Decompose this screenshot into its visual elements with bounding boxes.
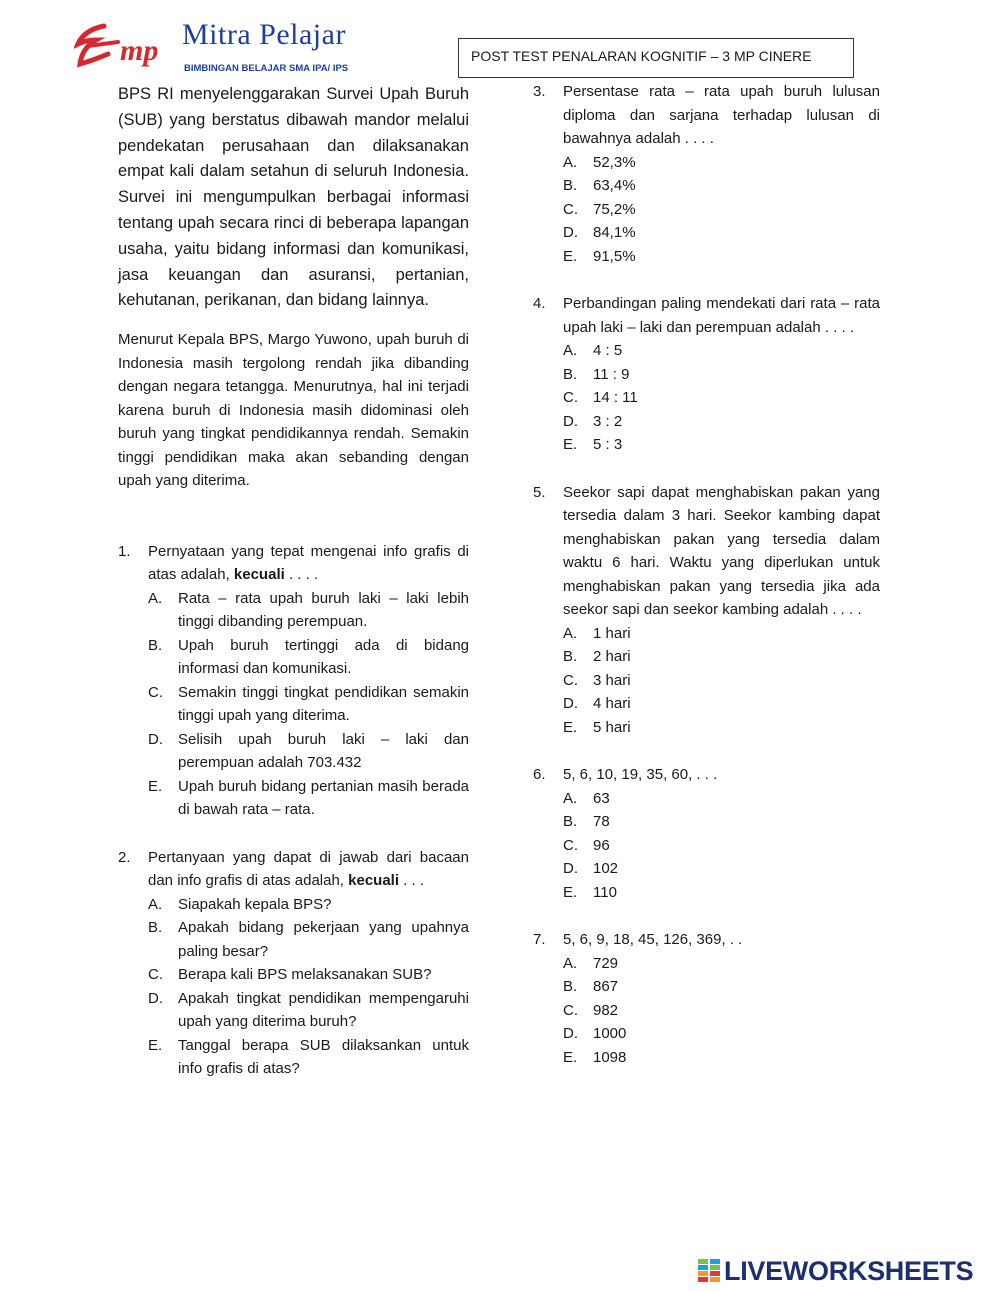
option-letter: C.	[563, 200, 578, 218]
option-a[interactable]	[563, 339, 880, 363]
brand-logo	[74, 18, 349, 80]
option-letter: E.	[563, 883, 578, 901]
question-number: 6.	[533, 766, 546, 783]
option-b[interactable]	[148, 916, 469, 963]
option-a[interactable]	[148, 587, 469, 634]
option-text: 1000	[593, 1025, 627, 1042]
option-letter: E.	[563, 718, 578, 736]
option-letter: D.	[563, 860, 578, 877]
question-text: Seekor sapi dapat menghabiskan pakan yang tersedia dalam 3 hari. Seekor kambing dapat menghabiskan pakan yang tersedia dalam waktu 6 hari. Waktu yang diperlukan untuk menghabiskan pakan yang tersedia jika ada seekor sapi dan seekor kambing adalah . . . .	[563, 483, 880, 618]
option-letter: A.	[563, 153, 578, 171]
option-text: Upah buruh bidang pertanian masih berada di bawah rata – rata.	[178, 777, 469, 819]
option-d[interactable]	[563, 857, 880, 881]
option-letter: E.	[148, 777, 163, 795]
option-letter: B.	[563, 365, 578, 383]
question-emphasis: kecuali	[233, 566, 285, 584]
option-a[interactable]	[148, 893, 469, 917]
passage-paragraph-2: Menurut Kepala BPS, Margo Yuwono, upah buruh di Indonesia masih tergolong rendah jika dibanding dengan negara tetangga. Menurutnya, hal ini terjadi karena buruh di Indonesia masih didominasi oleh buruh yang tingkat pendidikannya rendah. Semakin tinggi pendidikan maka akan sebanding dengan upah yang diterima.	[118, 331, 469, 490]
option-text: 102	[593, 860, 619, 877]
option-e[interactable]	[563, 245, 880, 269]
option-c[interactable]	[148, 681, 469, 728]
options-list	[563, 787, 880, 905]
option-text: Berapa kali BPS melaksanakan SUB?	[178, 966, 432, 984]
option-letter: B.	[563, 177, 578, 194]
option-text: Semakin tinggi tingkat pendidikan semakin tinggi upah yang diterima.	[178, 683, 469, 725]
option-b[interactable]	[148, 634, 469, 681]
right-column	[533, 80, 880, 1069]
question-text: Pernyataan yang tepat mengenai info grafis di atas adalah,	[148, 542, 469, 584]
question-text: 5, 6, 10, 19, 35, 60, . . .	[563, 766, 718, 783]
option-text: Apakah bidang pekerjaan yang upahnya paling besar?	[178, 919, 469, 960]
option-c[interactable]	[148, 963, 469, 987]
mp-logo-icon	[74, 20, 180, 72]
option-letter: C.	[563, 836, 578, 854]
option-c[interactable]	[563, 999, 880, 1023]
question-text: Persentase rata – rata upah buruh lulusan diploma dan sarjana terhadap lulusan di bawahnya adalah . . . .	[563, 83, 880, 147]
options-list	[563, 952, 880, 1070]
option-text: 63,4%	[593, 177, 636, 194]
option-letter: A.	[563, 624, 578, 642]
option-letter: B.	[563, 648, 578, 665]
question-suffix: . . .	[399, 872, 425, 890]
option-text: Selisih upah buruh laki – laki dan perempuan adalah 703.432	[178, 730, 469, 772]
option-a[interactable]	[563, 952, 880, 976]
option-d[interactable]	[563, 410, 880, 434]
left-column	[118, 82, 469, 1081]
question-text: Pertanyaan yang dapat di jawab dari bacaan dan info grafis di atas adalah,	[148, 848, 469, 890]
option-b[interactable]	[563, 363, 880, 387]
option-d[interactable]	[563, 1022, 880, 1046]
option-letter: B.	[563, 978, 578, 995]
option-text: 91,5%	[593, 247, 636, 265]
test-title-box: POST TEST PENALARAN KOGNITIF – 3 MP CINERE	[458, 38, 854, 78]
options-list	[148, 587, 469, 822]
question-2	[118, 846, 469, 1081]
question-6	[533, 763, 880, 904]
option-letter: E.	[148, 1036, 163, 1054]
option-c[interactable]	[563, 198, 880, 222]
option-b[interactable]	[563, 645, 880, 669]
option-text: 982	[593, 1001, 619, 1019]
option-text: 5 hari	[593, 718, 631, 736]
option-letter: E.	[563, 247, 578, 265]
question-5	[533, 481, 880, 740]
options-list	[563, 339, 880, 457]
option-text: 52,3%	[593, 153, 636, 171]
logo-title: Mitra Pelajar	[182, 18, 346, 51]
option-text: 75,2%	[593, 200, 636, 218]
question-number: 5.	[533, 483, 546, 501]
option-d[interactable]	[563, 692, 880, 716]
option-letter: D.	[148, 989, 163, 1007]
option-text: 110	[593, 883, 617, 901]
option-text: 729	[593, 954, 619, 972]
option-letter: C.	[563, 1001, 578, 1019]
passage-paragraph-1: BPS RI menyelenggarakan Survei Upah Buruh (SUB) yang berstatus dibawah mandor melalui pendekatan perusahaan dan dilaksanakan empat kali dalam setahun di seluruh Indonesia. Survei ini mengumpulkan berbagai informasi tentang upah secara rinci di beberapa lapangan usaha, yaitu bidang informasi dan komunikasi, jasa keuangan dan asuransi, pertanian, kehutanan, perikanan, dan bidang lainnya.	[118, 85, 469, 310]
option-e[interactable]	[148, 1034, 469, 1081]
option-a[interactable]	[563, 787, 880, 811]
option-letter: B.	[563, 813, 578, 830]
option-text: 14 : 11	[593, 389, 638, 406]
option-letter: A.	[563, 954, 578, 972]
option-c[interactable]	[563, 834, 880, 858]
option-text: 2 hari	[593, 648, 631, 665]
option-letter: C.	[563, 389, 578, 406]
option-text: 3 : 2	[593, 412, 623, 430]
question-number: 2.	[118, 848, 131, 866]
option-letter: D.	[563, 412, 578, 430]
option-text: Tanggal berapa SUB dilaksankan untuk info grafis di atas?	[178, 1036, 469, 1078]
option-text: 5 : 3	[593, 436, 623, 453]
question-4	[533, 292, 880, 457]
option-letter: C.	[148, 683, 163, 701]
option-letter: D.	[563, 695, 578, 712]
option-letter: E.	[563, 1048, 578, 1066]
option-text: 4 hari	[593, 695, 631, 712]
option-letter: B.	[148, 919, 163, 937]
option-letter: D.	[563, 1025, 578, 1042]
option-c[interactable]	[563, 386, 880, 410]
question-text: Perbandingan paling mendekati dari rata – rata upah laki – laki dan perempuan adalah . . . .	[563, 295, 880, 336]
option-e[interactable]	[148, 775, 469, 822]
option-text: 1 hari	[593, 624, 631, 642]
option-letter: E.	[563, 436, 578, 453]
option-text: 867	[593, 978, 619, 995]
question-emphasis: kecuali	[348, 872, 400, 890]
question-3	[533, 80, 880, 268]
option-b[interactable]	[563, 975, 880, 999]
option-letter: C.	[563, 671, 578, 689]
svg-text:mp: mp	[120, 34, 159, 67]
option-letter: A.	[563, 342, 578, 359]
option-letter: C.	[148, 966, 163, 984]
option-d[interactable]	[148, 987, 469, 1034]
option-d[interactable]	[148, 728, 469, 775]
option-e[interactable]	[563, 881, 880, 905]
option-e[interactable]	[563, 433, 880, 457]
question-text: 5, 6, 9, 18, 45, 126, 369, . .	[563, 931, 743, 948]
option-text: Rata – rata upah buruh laki – laki lebih tinggi dibanding perempuan.	[178, 589, 469, 631]
question-number: 1.	[118, 542, 131, 560]
option-text: Upah buruh tertinggi ada di bidang informasi dan komunikasi.	[178, 636, 469, 678]
question-1	[118, 540, 469, 822]
question-number: 3.	[533, 83, 546, 100]
question-suffix: . . . .	[284, 566, 319, 584]
option-text: 4 : 5	[593, 342, 623, 359]
option-letter: D.	[148, 730, 163, 748]
question-number: 4.	[533, 295, 546, 312]
logo-subtitle: BIMBINGAN BELAJAR SMA IPA/ IPS	[184, 63, 349, 74]
option-letter: A.	[148, 895, 163, 913]
options-list	[563, 151, 880, 269]
option-letter: D.	[563, 224, 578, 241]
option-text: 78	[593, 813, 610, 830]
option-c[interactable]	[563, 669, 880, 693]
option-text: 11 : 9	[593, 365, 630, 383]
option-text: 96	[593, 836, 610, 854]
option-letter: B.	[148, 636, 163, 654]
options-list	[563, 622, 880, 740]
option-text: Siapakah kepala BPS?	[178, 895, 332, 913]
liveworksheets-wordmark: LIVEWORKSHEETS	[724, 1256, 974, 1286]
option-text: Apakah tingkat pendidikan mempengaruhi upah yang diterima buruh?	[178, 989, 469, 1031]
option-e[interactable]	[563, 716, 880, 740]
option-text: 1098	[593, 1048, 627, 1066]
options-list	[148, 893, 469, 1081]
option-letter: A.	[148, 589, 163, 607]
option-a[interactable]	[563, 622, 880, 646]
liveworksheets-icon	[698, 1259, 720, 1283]
option-letter: A.	[563, 789, 578, 807]
option-text: 84,1%	[593, 224, 636, 241]
option-text: 3 hari	[593, 671, 631, 689]
option-d[interactable]	[563, 221, 880, 245]
option-b[interactable]	[563, 174, 880, 198]
question-number: 7.	[533, 931, 546, 948]
question-7	[533, 928, 880, 1069]
option-b[interactable]	[563, 810, 880, 834]
option-text: 63	[593, 789, 610, 807]
option-e[interactable]	[563, 1046, 880, 1070]
option-a[interactable]	[563, 151, 880, 175]
